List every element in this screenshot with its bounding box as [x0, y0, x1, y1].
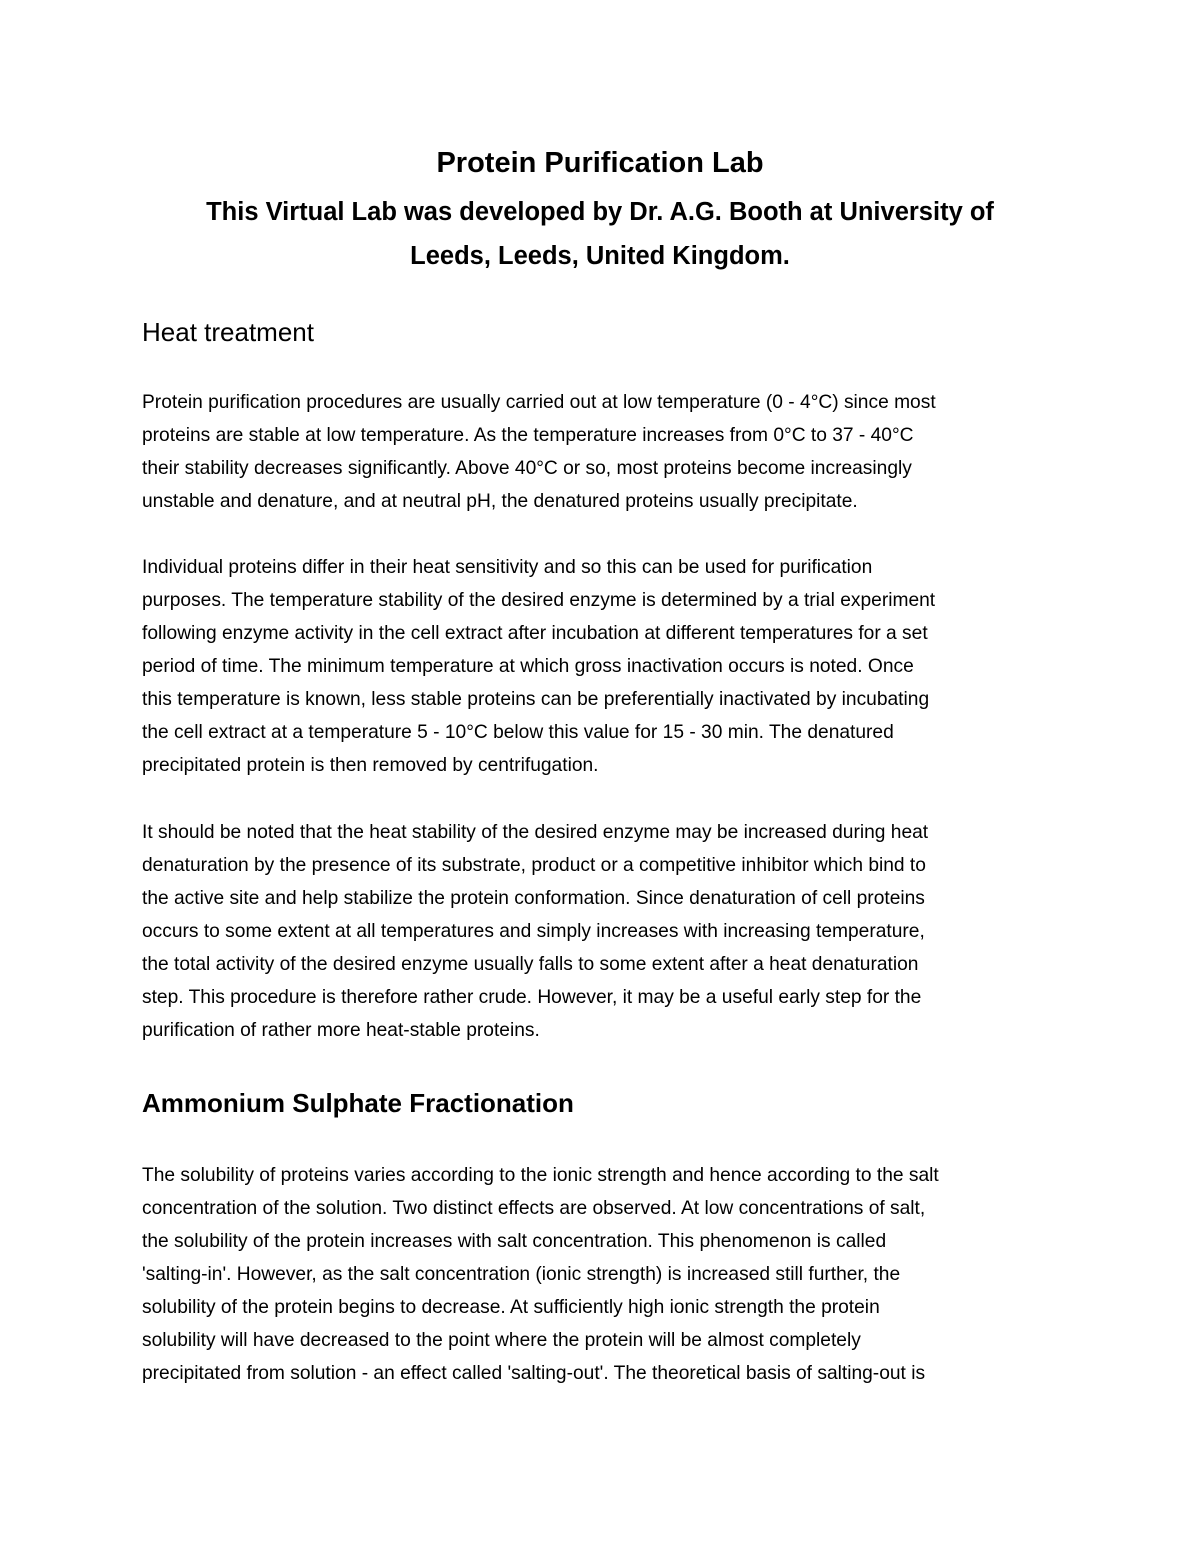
text-line: precipitated protein is then removed by centrifugation.: [142, 755, 599, 776]
ammonium-sulphate-heading: Ammonium Sulphate Fractionation: [142, 1088, 574, 1118]
text-line: solubility will have decreased to the point where the protein will be almost completely: [142, 1330, 861, 1351]
heat-paragraph-1: [142, 386, 1062, 518]
text-line: the solubility of the protein increases with salt concentration. This phenomenon is called: [142, 1231, 887, 1252]
document-subtitle-line-1: This Virtual Lab was developed by Dr. A.G. Booth at University of: [206, 198, 994, 226]
text-line: proteins are stable at low temperature. As the temperature increases from 0°C to 37 - 40°C: [142, 425, 914, 446]
text-line: period of time. The minimum temperature at which gross inactivation occurs is noted. Once: [142, 656, 914, 677]
heat-paragraph-3: [142, 816, 1062, 1047]
text-line: their stability decreases significantly. Above 40°C or so, most proteins become increasingly: [142, 458, 912, 479]
text-line: the active site and help stabilize the protein conformation. Since denaturation of cell proteins: [142, 888, 925, 909]
text-line: following enzyme activity in the cell extract after incubation at different temperatures for a set: [142, 623, 928, 644]
text-line: concentration of the solution. Two distinct effects are observed. At low concentrations of salt,: [142, 1198, 926, 1219]
text-line: solubility of the protein begins to decrease. At sufficiently high ionic strength the protein: [142, 1297, 880, 1318]
text-line: the cell extract at a temperature 5 - 10°C below this value for 15 - 30 min. The denatured: [142, 722, 894, 743]
document-subtitle-line-2: Leeds, Leeds, United Kingdom.: [410, 242, 790, 270]
text-line: It should be noted that the heat stability of the desired enzyme may be increased during heat: [142, 822, 929, 843]
heat-treatment-heading: Heat treatment: [142, 317, 314, 347]
text-line: 'salting-in'. However, as the salt concentration (ionic strength) is increased still further, the: [142, 1264, 901, 1285]
text-line: purification of rather more heat-stable proteins.: [142, 1020, 540, 1041]
heat-paragraph-2: [142, 551, 1062, 782]
text-line: this temperature is known, less stable proteins can be preferentially inactivated by incubating: [142, 689, 930, 710]
text-line: occurs to some extent at all temperatures and simply increases with increasing temperature,: [142, 921, 925, 942]
text-line: The solubility of proteins varies according to the ionic strength and hence according to the salt: [142, 1165, 939, 1186]
text-line: precipitated from solution - an effect called 'salting-out'. The theoretical basis of salting-out is: [142, 1363, 926, 1384]
document-title: Protein Purification Lab: [436, 147, 764, 179]
text-line: Individual proteins differ in their heat sensitivity and so this can be used for purification: [142, 557, 873, 578]
text-line: step. This procedure is therefore rather crude. However, it may be a useful early step for the: [142, 987, 922, 1008]
text-line: the total activity of the desired enzyme usually falls to some extent after a heat denaturation: [142, 954, 919, 975]
text-line: denaturation by the presence of its substrate, product or a competitive inhibitor which bind to: [142, 855, 926, 876]
text-line: Protein purification procedures are usually carried out at low temperature (0 - 4°C) since most: [142, 392, 936, 413]
text-line: purposes. The temperature stability of the desired enzyme is determined by a trial experiment: [142, 590, 936, 611]
text-line: unstable and denature, and at neutral pH, the denatured proteins usually precipitate.: [142, 491, 858, 512]
ammonium-paragraph-1: [142, 1159, 1062, 1390]
